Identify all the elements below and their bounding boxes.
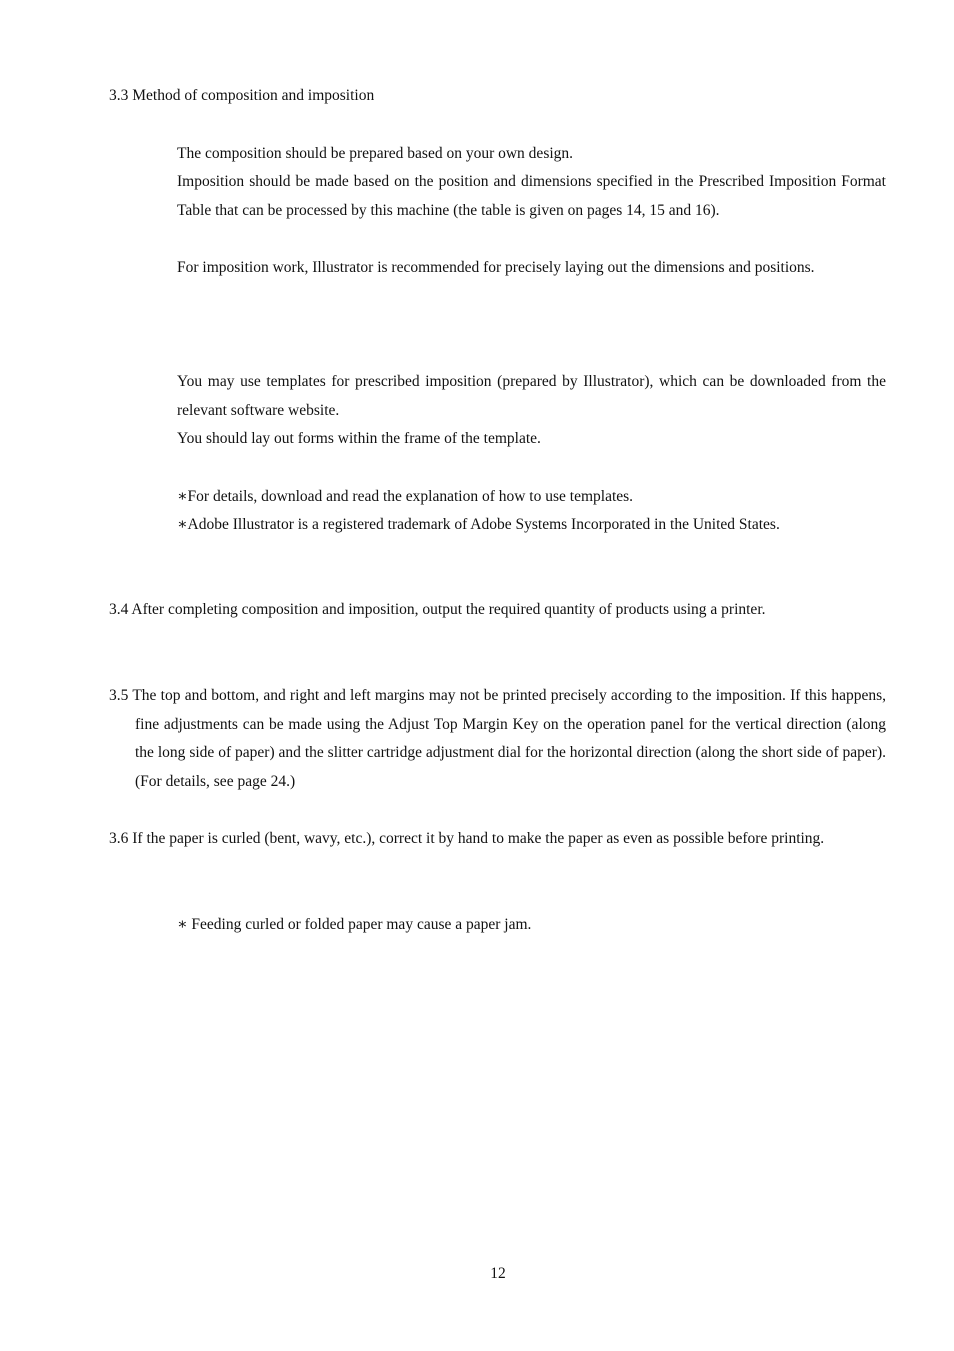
section-3-3-paragraph-illustrator: For imposition work, Illustrator is recommended for precisely laying out the dimensions and positions.: [177, 259, 815, 276]
page-number: 12: [490, 1265, 506, 1282]
section-3-3-paragraph-design: The composition should be prepared based on your own design.: [177, 145, 574, 162]
section-3-5-paragraph: 3.5 The top and bottom, and right and left margins may not be printed precisely according to the imposition. If this happens, fine adjustments can be made using the Adjust Top Margin Key on the operation panel for the vertical direction (along the long side of paper) and the slitter cartridge adjustment dial for the horizontal direction (along the short side of paper). (For details, see page 24.): [109, 687, 886, 790]
section-3-3-heading: 3.3 Method of composition and imposition: [109, 87, 375, 104]
section-3-4-paragraph: 3.4 After completing composition and imposition, output the required quantity of products using a printer.: [109, 601, 766, 618]
section-3-6-paragraph: 3.6 If the paper is curled (bent, wavy, etc.), correct it by hand to make the paper as even as possible before printing.: [109, 830, 825, 847]
section-3-3-paragraph-frame: You should lay out forms within the frame of the template.: [177, 430, 541, 447]
section-3-3-paragraph-templates: You may use templates for prescribed imposition (prepared by Illustrator), which can be downloaded from the relevant software website.: [177, 373, 886, 419]
section-3-3-note-templates: ∗For details, download and read the explanation of how to use templates.: [177, 488, 634, 505]
section-3-3-paragraph-imposition: Imposition should be made based on the position and dimensions specified in the Prescribed Imposition Format Table that can be processed by this machine (the table is given on pages 14, 15 and 16).: [177, 173, 886, 219]
section-3-3-note-trademark: ∗Adobe Illustrator is a registered trademark of Adobe Systems Incorporated in the United States.: [177, 516, 780, 533]
section-3-6-note-paper-jam: ∗ Feeding curled or folded paper may cause a paper jam.: [177, 916, 532, 933]
